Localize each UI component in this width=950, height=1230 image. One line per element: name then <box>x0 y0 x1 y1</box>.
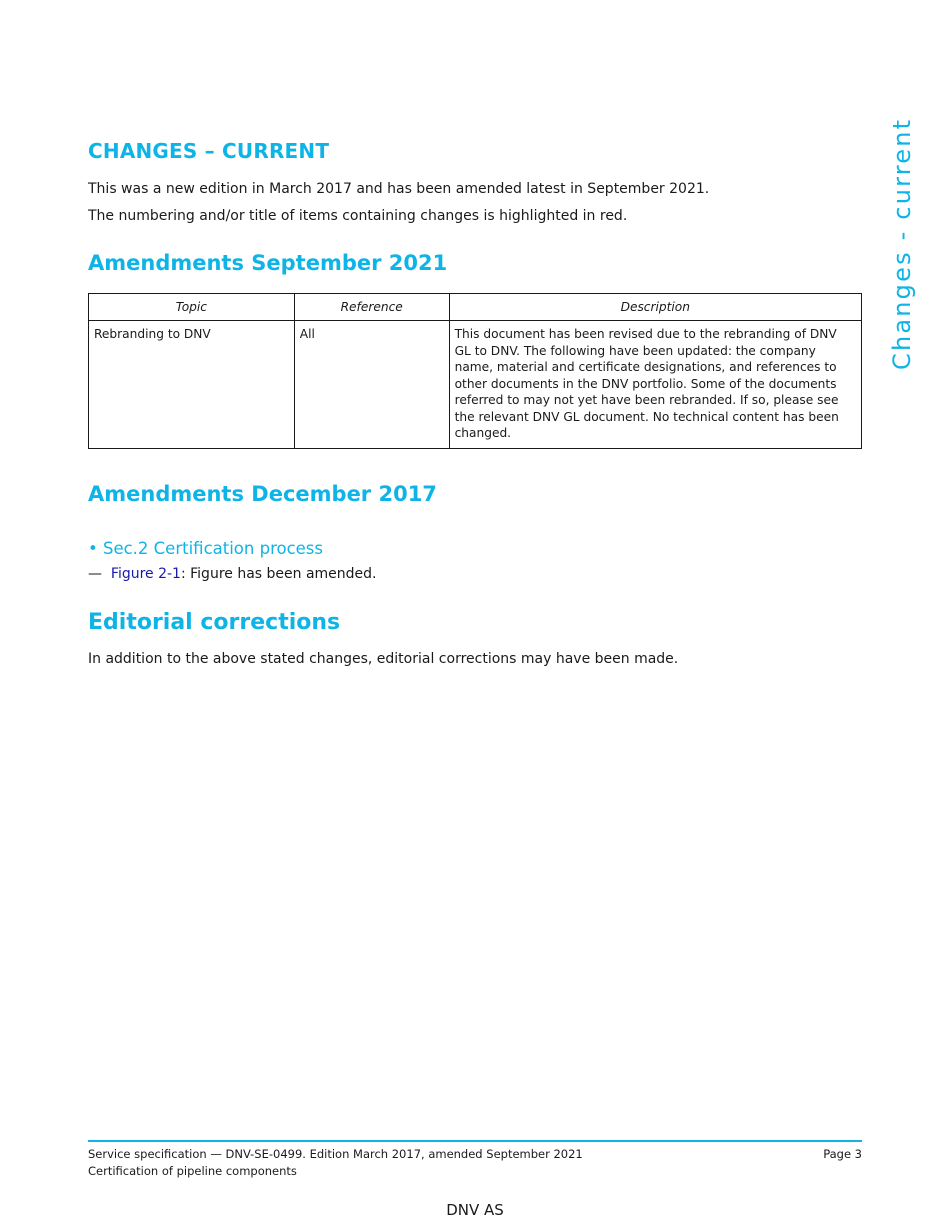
column-header-description: Description <box>449 294 861 321</box>
footer-divider <box>88 1140 862 1142</box>
column-header-reference: Reference <box>294 294 449 321</box>
page-title: CHANGES – CURRENT <box>88 139 330 163</box>
section-heading-dec-2017: Amendments December 2017 <box>88 482 437 506</box>
amendments-table <box>88 293 862 449</box>
footer-document-title: Service specification — DNV-SE-0499. Edition March 2017, amended September 2021 <box>88 1147 583 1161</box>
highlight-note: The numbering and/or title of items containing changes is highlighted in red. <box>88 208 628 224</box>
subsection-sec2: • Sec.2 Certification process <box>88 539 324 558</box>
description-line: This document has been revised due to the rebranding of DNV <box>454 327 837 341</box>
description-line: GL to DNV. The following have been updated: the company <box>454 343 816 358</box>
table-row <box>89 321 862 449</box>
section-heading-sep-2021: Amendments September 2021 <box>88 251 448 275</box>
editorial-text: In addition to the above stated changes, editorial corrections may have been made. <box>88 651 679 667</box>
footer-subtitle: Certification of pipeline components <box>88 1164 297 1178</box>
change-description: : Figure has been amended. <box>180 566 377 582</box>
page-number: Page 3 <box>823 1147 862 1161</box>
dash-marker: — <box>88 566 102 582</box>
cell-topic: Rebranding to DNV <box>89 321 295 449</box>
description-line: changed. <box>454 426 512 440</box>
section-heading-editorial: Editorial corrections <box>88 610 341 635</box>
side-tab-label: Changes - current <box>888 117 916 370</box>
description-line: referred to may not yet have been rebranded. If so, please see <box>454 393 839 407</box>
cell-description <box>449 321 861 449</box>
cell-reference: All <box>294 321 449 449</box>
description-line: the relevant DNV GL document. No technical content has been <box>454 409 839 424</box>
table-header-row <box>89 294 862 321</box>
description-line: other documents in the DNV portfolio. Some of the documents <box>454 376 837 391</box>
intro-paragraph: This was a new edition in March 2017 and has been amended latest in September 2021. <box>88 181 710 197</box>
column-header-topic: Topic <box>89 294 295 321</box>
description-line: name, material and certificate designations, and references to <box>454 360 837 374</box>
company-name: DNV AS <box>446 1201 504 1219</box>
change-item <box>88 566 377 582</box>
figure-2-1-link[interactable]: Figure 2-1 <box>110 566 181 582</box>
